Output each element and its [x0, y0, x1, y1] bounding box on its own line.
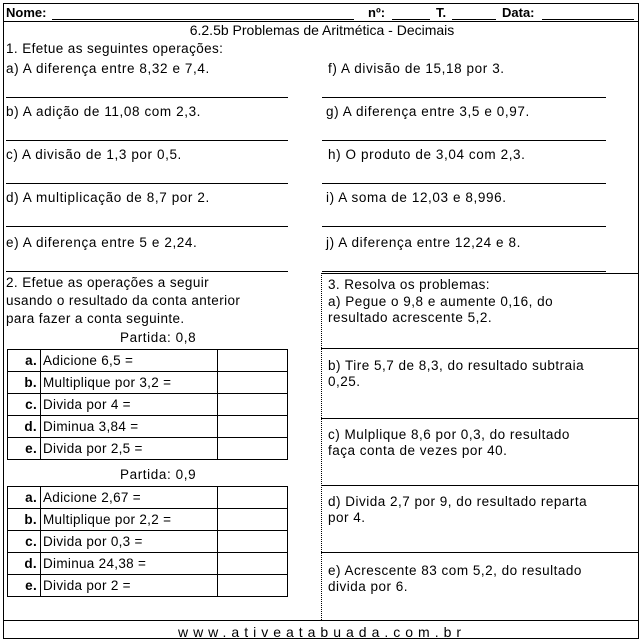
table-row — [8, 487, 288, 509]
problem-divider — [321, 418, 639, 419]
answer-line-g[interactable] — [322, 140, 606, 141]
question-b: b) A adição de 11,08 com 2,3. — [6, 104, 202, 119]
answer-cell[interactable] — [218, 487, 288, 509]
name-field[interactable] — [52, 19, 354, 20]
table-row — [8, 372, 288, 394]
problem-a-line2: resultado acrescente 5,2. — [328, 310, 493, 325]
table-row — [8, 394, 288, 416]
row-label: b. — [8, 372, 41, 394]
operations-table-1 — [7, 349, 288, 460]
section3-left-border — [321, 273, 322, 620]
class-label: T. — [436, 5, 447, 20]
page-title: 6.2.5b Problemas de Aritmética - Decimais — [189, 22, 455, 38]
number-field[interactable] — [392, 19, 430, 20]
class-field[interactable] — [452, 19, 496, 20]
table-row — [8, 509, 288, 531]
table-row — [8, 553, 288, 575]
row-label: b. — [8, 509, 41, 531]
question-j: j) A diferença entre 12,24 e 8. — [326, 235, 521, 250]
problem-divider — [321, 552, 639, 553]
answer-line-i[interactable] — [322, 226, 606, 227]
problem-c — [328, 427, 570, 459]
question-e: e) A diferença entre 5 e 2,24. — [6, 235, 198, 250]
problem-b-line1: b) Tire 5,7 de 8,3, do resultado subtraia — [328, 358, 585, 373]
problem-b — [328, 358, 584, 390]
table-row — [8, 575, 288, 597]
problem-e — [328, 563, 582, 595]
problem-d-line2: por 4. — [328, 510, 366, 525]
question-g: g) A diferença entre 3,5 e 0,97. — [326, 104, 530, 119]
section2-heading-line3: para fazer a conta seguinte. — [6, 311, 185, 326]
table-row — [8, 438, 288, 460]
problem-a-line1: a) Pegue o 9,8 e aumente 0,16, do — [328, 294, 554, 309]
table-row — [8, 350, 288, 372]
section3-heading: 3. Resolva os problemas: — [328, 277, 490, 292]
section3-top-border — [321, 273, 639, 274]
answer-line-f[interactable] — [322, 97, 606, 98]
problem-b-line2: 0,25. — [328, 374, 361, 389]
answer-line-e[interactable] — [6, 271, 288, 272]
row-label: d. — [8, 416, 41, 438]
answer-cell[interactable] — [218, 575, 288, 597]
row-operation: Multiplique por 3,2 = — [41, 372, 218, 394]
row-label: a. — [8, 350, 41, 372]
row-label: d. — [8, 553, 41, 575]
table-row — [8, 416, 288, 438]
row-label: e. — [8, 575, 41, 597]
table-row — [8, 531, 288, 553]
row-label: c. — [8, 531, 41, 553]
operations-table-2 — [7, 486, 288, 597]
answer-cell[interactable] — [218, 416, 288, 438]
answer-cell[interactable] — [218, 394, 288, 416]
number-label: nº: — [368, 5, 386, 20]
section1-heading: 1. Efetue as seguintes operações: — [6, 41, 224, 56]
answer-cell[interactable] — [218, 350, 288, 372]
date-label: Data: — [502, 5, 535, 20]
problem-c-line1: c) Mulplique 8,6 por 0,3, do resultado — [328, 427, 570, 442]
row-operation: Divida por 0,3 = — [41, 531, 218, 553]
question-c: c) A divisão de 1,3 por 0,5. — [6, 147, 182, 162]
answer-line-a[interactable] — [6, 97, 288, 98]
start-value-1: Partida: 0,8 — [120, 330, 197, 345]
problem-a — [328, 294, 553, 326]
problem-c-line2: faça conta de vezes por 40. — [328, 443, 508, 458]
row-operation: Diminua 3,84 = — [41, 416, 218, 438]
answer-cell[interactable] — [218, 509, 288, 531]
section2-heading-line1: 2. Efetue as operações a seguir — [6, 275, 210, 290]
answer-cell[interactable] — [218, 372, 288, 394]
question-f: f) A divisão de 15,18 por 3. — [328, 61, 505, 76]
row-operation: Adicione 2,67 = — [41, 487, 218, 509]
start-value-2: Partida: 0,9 — [120, 467, 197, 482]
problem-divider — [321, 348, 639, 349]
row-label: a. — [8, 487, 41, 509]
question-a: a) A diferença entre 8,32 e 7,4. — [6, 61, 210, 76]
row-operation: Divida por 2,5 = — [41, 438, 218, 460]
problem-d — [328, 494, 587, 526]
answer-cell[interactable] — [218, 531, 288, 553]
row-operation: Divida por 4 = — [41, 394, 218, 416]
question-d: d) A multiplicação de 8,7 por 2. — [6, 190, 210, 205]
footer-website: www.ativeatabuada.com.br — [177, 624, 467, 640]
answer-line-j[interactable] — [322, 271, 606, 272]
problem-d-line1: d) Divida 2,7 por 9, do resultado reparta — [328, 494, 588, 509]
answer-line-b[interactable] — [6, 140, 288, 141]
row-operation: Adicione 6,5 = — [41, 350, 218, 372]
footer-divider — [3, 620, 639, 621]
name-label: Nome: — [6, 5, 47, 20]
answer-cell[interactable] — [218, 553, 288, 575]
row-label: e. — [8, 438, 41, 460]
row-operation: Multiplique por 2,2 = — [41, 509, 218, 531]
row-operation: Diminua 24,38 = — [41, 553, 218, 575]
section2-heading-line2: usando o resultado da conta anterior — [6, 293, 241, 308]
question-h: h) O produto de 3,04 com 2,3. — [328, 147, 526, 162]
problem-e-line1: e) Acrescente 83 com 5,2, do resultado — [328, 563, 582, 578]
problem-e-line2: divida por 6. — [328, 579, 409, 594]
row-operation: Divida por 2 = — [41, 575, 218, 597]
question-i: i) A soma de 12,03 e 8,996. — [326, 190, 507, 205]
answer-line-c[interactable] — [6, 183, 288, 184]
row-label: c. — [8, 394, 41, 416]
answer-cell[interactable] — [218, 438, 288, 460]
date-field[interactable] — [542, 19, 634, 20]
answer-line-h[interactable] — [322, 183, 606, 184]
problem-divider — [321, 485, 639, 486]
answer-line-d[interactable] — [6, 226, 288, 227]
